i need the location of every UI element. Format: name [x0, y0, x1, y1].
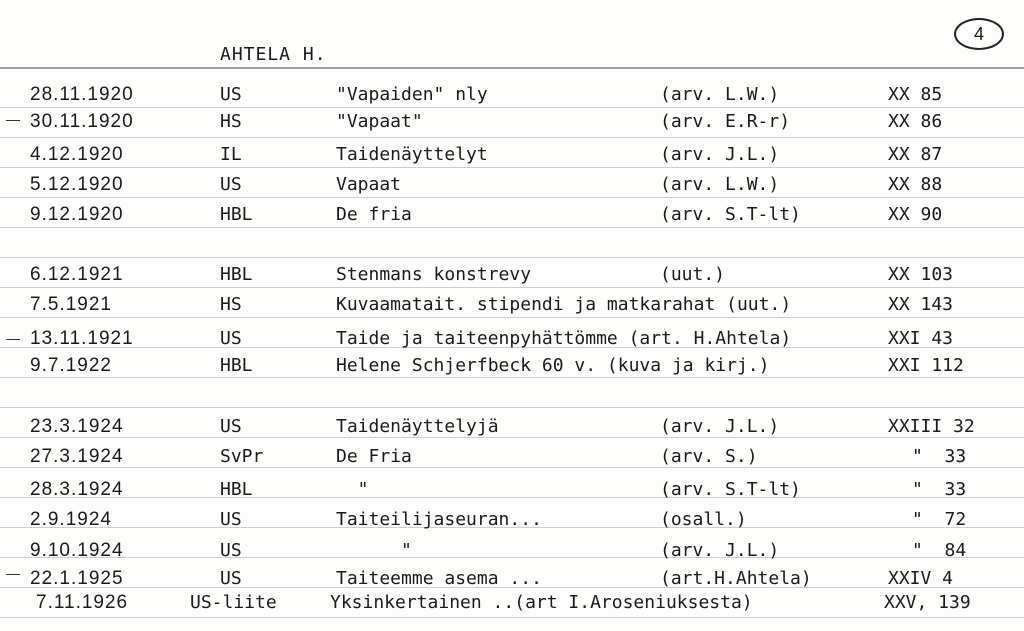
- entry-title: Kuvaamatait. stipendi ja matkarahat (uut.): [336, 294, 792, 315]
- entry-paper: SvPr: [220, 446, 264, 467]
- entry-date: 7.5.1921: [30, 294, 112, 315]
- entry-note: (uut.): [660, 264, 726, 285]
- entry-paper: US: [220, 568, 242, 589]
- entry-date: 27.3.1924: [30, 446, 124, 467]
- entry-row: [0, 446, 1024, 470]
- entry-row: [0, 540, 1024, 564]
- entry-ref: XX 87: [888, 144, 943, 165]
- entry-date: 6.12.1921: [30, 264, 124, 285]
- ruled-line: [0, 407, 1024, 408]
- entry-date: 28.11.1920: [30, 84, 134, 105]
- entry-paper: US-liite: [190, 592, 277, 613]
- entry-ref: XX 85: [888, 84, 943, 105]
- entry-row: [0, 355, 1024, 379]
- entry-paper: US: [220, 84, 242, 105]
- entry-note: (arv. E.R-r): [660, 111, 791, 132]
- card-number: 4: [973, 23, 984, 44]
- entry-row: [0, 111, 1024, 135]
- entry-title: De Fria: [336, 446, 412, 467]
- header-rule: [0, 67, 1024, 69]
- entry-paper: HBL: [220, 479, 253, 500]
- entry-note: (arv. S.T-lt): [660, 479, 801, 500]
- entry-date: 28.3.1924: [30, 479, 124, 500]
- entry-row: [0, 479, 1024, 503]
- entry-title: ": [336, 479, 369, 500]
- entry-ref: XX 86: [888, 111, 943, 132]
- entry-paper: HS: [220, 294, 242, 315]
- entry-title: Vapaat: [336, 174, 402, 195]
- entry-title: "Vapaat": [336, 111, 423, 132]
- entry-paper: HBL: [220, 264, 253, 285]
- entry-paper: HS: [220, 111, 242, 132]
- ruled-line: [0, 137, 1024, 138]
- entry-row: [0, 294, 1024, 318]
- entry-date: 7.11.1926: [36, 592, 129, 613]
- entry-row: [0, 416, 1024, 440]
- card-number-circle: [954, 18, 1004, 50]
- entry-date: 9.12.1920: [30, 204, 124, 225]
- entry-row: [0, 264, 1024, 288]
- entry-title: Taidenäyttelyt: [336, 144, 488, 165]
- entry-date: 9.10.1924: [30, 540, 124, 561]
- entry-ref: " 84: [912, 540, 967, 561]
- entry-paper: US: [220, 174, 242, 195]
- entry-ref: " 33: [912, 446, 967, 467]
- entry-paper: HBL: [220, 204, 253, 225]
- entry-ref: XXV, 139: [884, 592, 971, 613]
- entry-ref: " 33: [912, 479, 967, 500]
- entry-ref: " 72: [912, 509, 967, 530]
- entry-note: (arv. J.L.): [660, 416, 780, 437]
- entry-ref: XXIII 32: [888, 416, 975, 437]
- entry-date: 23.3.1924: [30, 416, 124, 437]
- entry-paper: US: [220, 540, 242, 561]
- entry-title: Yksinkertainen ..(art I.Aroseniuksesta): [330, 592, 753, 613]
- entry-note: (arv. J.L.): [660, 540, 780, 561]
- entry-paper: IL: [220, 144, 242, 165]
- entry-date: 5.12.1920: [30, 174, 124, 195]
- entry-title: Taiteemme asema ...: [336, 568, 542, 589]
- entry-paper: US: [220, 509, 242, 530]
- entry-date: 4.12.1920: [30, 144, 124, 165]
- entry-title: ": [336, 540, 412, 561]
- entry-ref: XX 88: [888, 174, 943, 195]
- entry-title: Taide ja taiteenpyhättömme (art. H.Ahtela): [336, 328, 792, 349]
- entry-date: 2.9.1924: [30, 509, 112, 530]
- entry-note: (arv. L.W.): [660, 84, 780, 105]
- entry-note: (osall.): [660, 509, 747, 530]
- entry-ref: XX 143: [888, 294, 954, 315]
- entry-note: (arv. J.L.): [660, 144, 780, 165]
- entry-date: 30.11.1920: [30, 111, 134, 132]
- ruled-line: [0, 617, 1024, 618]
- entry-note: (arv. S.T-lt): [660, 204, 801, 225]
- entry-title: De fria: [336, 204, 412, 225]
- entry-note: (arv. S.): [660, 446, 758, 467]
- entry-ref: XXIV 4: [888, 568, 954, 589]
- entry-title: Taidenäyttelyjä: [336, 416, 499, 437]
- entry-row: [0, 592, 1024, 616]
- entry-note: (art.H.Ahtela): [660, 568, 812, 589]
- entry-paper: HBL: [220, 355, 253, 376]
- entry-title: Taiteilijaseuran...: [336, 509, 542, 530]
- entry-date: 22.1.1925: [30, 568, 124, 589]
- entry-ref: XX 90: [888, 204, 943, 225]
- entry-row: [0, 204, 1024, 228]
- entry-date: 13.11.1921: [30, 328, 134, 349]
- entry-row: [0, 84, 1024, 108]
- entry-row: [0, 144, 1024, 168]
- entry-row: [0, 328, 1024, 352]
- entry-ref: XX 103: [888, 264, 954, 285]
- entry-note: (arv. L.W.): [660, 174, 780, 195]
- entry-title: Helene Schjerfbeck 60 v. (kuva ja kirj.): [336, 355, 770, 376]
- entry-title: "Vapaiden" nly: [336, 84, 488, 105]
- entry-date: 9.7.1922: [30, 355, 112, 376]
- entry-row: [0, 509, 1024, 533]
- entry-row: [0, 174, 1024, 198]
- ruled-line: [0, 257, 1024, 258]
- entry-paper: US: [220, 328, 242, 349]
- entry-ref: XXI 112: [888, 355, 964, 376]
- card-title: AHTELA H.: [220, 44, 327, 65]
- entry-title: Stenmans konstrevy: [336, 264, 532, 285]
- entry-ref: XXI 43: [888, 328, 954, 349]
- entry-paper: US: [220, 416, 242, 437]
- entry-row: [0, 568, 1024, 592]
